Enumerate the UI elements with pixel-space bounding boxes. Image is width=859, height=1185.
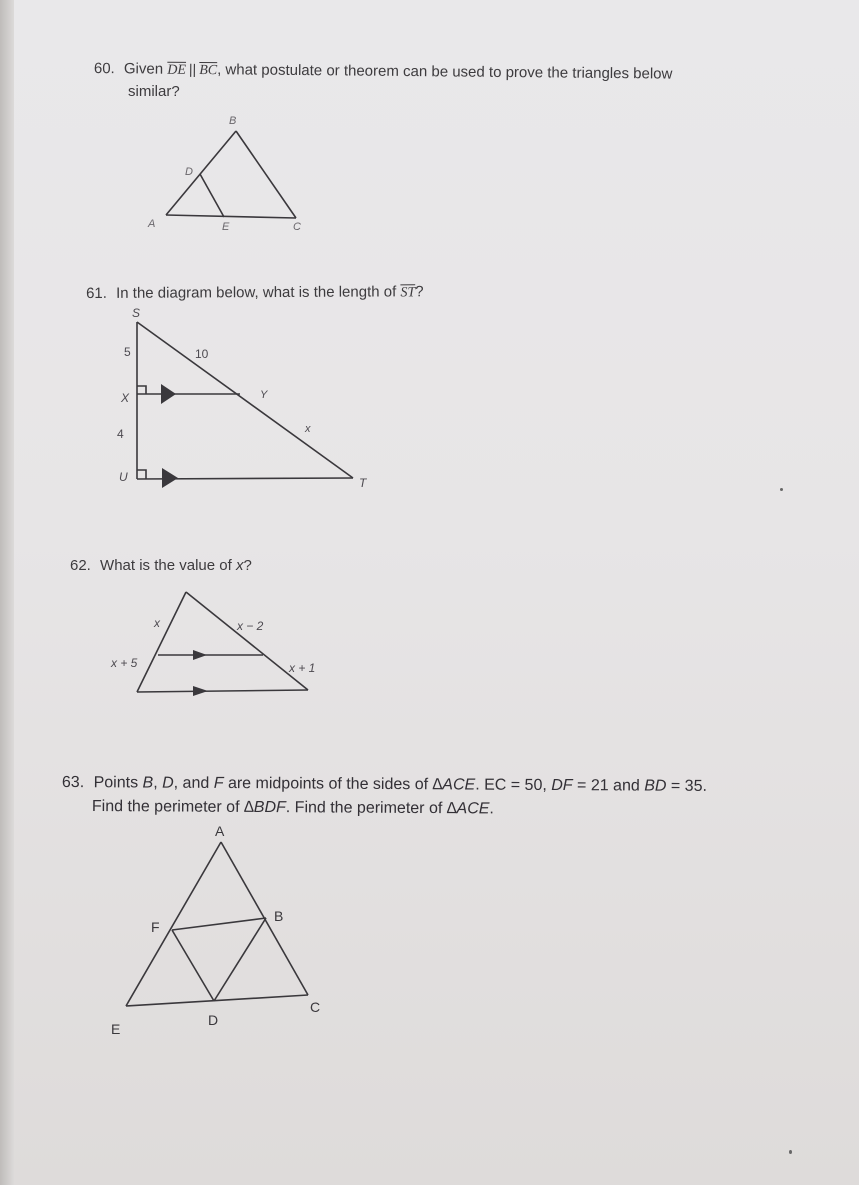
- text-points: Points: [93, 774, 139, 792]
- question-body: In the diagram below, what is the length of: [116, 283, 397, 302]
- label-a: A: [148, 218, 156, 230]
- point-d: D: [162, 774, 174, 792]
- label-e: E: [222, 221, 230, 233]
- given-word: Given: [123, 60, 164, 78]
- triangle-bdf: ∆BDF: [243, 798, 286, 817]
- text-find-perimeter-1: Find the perimeter of: [91, 797, 240, 816]
- label-top-right: x − 2: [237, 619, 264, 633]
- period: .: [489, 800, 494, 818]
- label-bottom-right: x + 1: [289, 661, 316, 675]
- label-b: B: [274, 908, 284, 924]
- label-e: E: [111, 1021, 121, 1037]
- triangle-ace-2: ∆ACE: [446, 800, 490, 818]
- label-x: X: [121, 391, 130, 405]
- length-yt: x: [305, 423, 311, 435]
- label-c: C: [293, 221, 301, 233]
- parallel-symbol: ||: [188, 60, 197, 77]
- text-find-perimeter-2: . Find the perimeter of: [285, 799, 443, 818]
- question-number: 63.: [61, 773, 85, 792]
- text-midpoints: are midpoints of the sides of: [227, 775, 429, 794]
- question-60-line2: similar?: [128, 83, 180, 100]
- label-y: Y: [260, 389, 268, 401]
- label-s: S: [132, 306, 141, 320]
- paper-speck: [780, 488, 783, 491]
- label-d: D: [185, 166, 193, 178]
- segment-de: $\overline{DE}$: [167, 62, 187, 78]
- point-f: F: [213, 774, 224, 792]
- comma: ,: [153, 774, 158, 792]
- length-xu: 4: [117, 427, 124, 441]
- segment-st: $\overline{ST}$: [400, 285, 416, 301]
- question-number: 61.: [86, 284, 107, 302]
- segment-fb: [172, 918, 266, 930]
- segment-bc: $\overline{BC}$: [199, 63, 218, 79]
- label-top-left: x: [154, 616, 160, 630]
- variable-x: x: [235, 557, 244, 574]
- question-body: What is the value of: [100, 557, 232, 574]
- point-b: B: [142, 774, 154, 792]
- segment-df: DF: [551, 776, 573, 795]
- question-number: 62.: [70, 557, 91, 574]
- side-ae: [126, 842, 221, 1006]
- label-bottom-left: x + 5: [111, 656, 138, 670]
- question-rest: , what postulate or theorem can be used to prove the triangles below: [217, 61, 673, 83]
- question-mark: ?: [243, 557, 252, 574]
- segment-bd: [214, 918, 266, 1001]
- text-ec: . EC = 50,: [475, 776, 547, 794]
- triangle-ace: ∆ACE: [432, 776, 476, 794]
- label-d: D: [208, 1012, 219, 1028]
- question-number: 60.: [93, 59, 115, 78]
- length-sx: 5: [124, 345, 131, 359]
- question-mark: ?: [415, 283, 424, 301]
- label-t: T: [359, 476, 367, 490]
- paper-speck: [789, 1150, 792, 1154]
- segment-bd: BD: [644, 777, 667, 795]
- text-bd-value: = 35.: [670, 777, 708, 795]
- label-b: B: [229, 115, 237, 127]
- label-u: U: [119, 470, 128, 484]
- text-df-value: = 21 and: [576, 777, 640, 795]
- label-a: A: [215, 823, 225, 839]
- segment-df: [172, 930, 214, 1001]
- text-and: , and: [173, 774, 210, 792]
- length-sy: 10: [195, 347, 209, 361]
- label-f: F: [151, 919, 160, 935]
- label-c: C: [310, 999, 321, 1015]
